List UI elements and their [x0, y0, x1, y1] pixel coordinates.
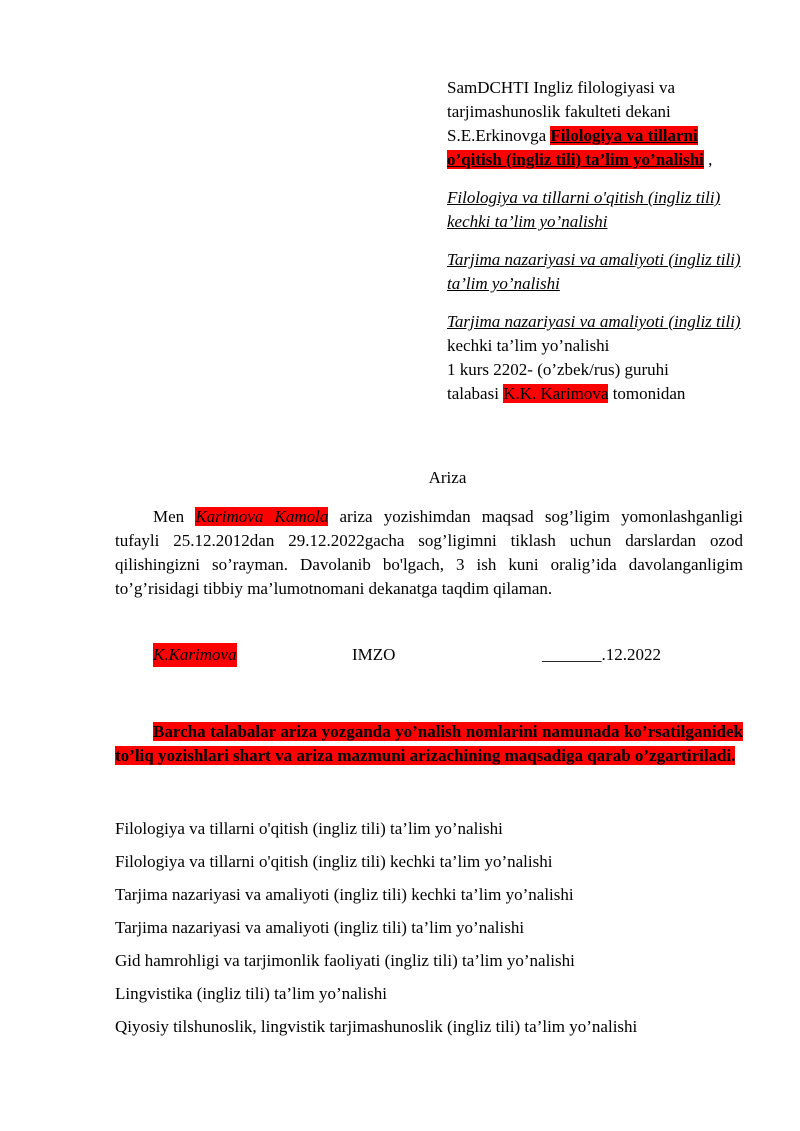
student-line: talabasi K.K. Karimova tomonidan — [447, 384, 686, 403]
list-item: Gid hamrohligi va tarjimonlik faoliyati (ingliz tili) ta’lim yo’nalishi — [115, 951, 575, 970]
address-line: SamDCHTI Ingliz filologiyasi va — [447, 78, 676, 97]
list-item: Filologiya va tillarni o'qitish (ingliz tili) kechki ta’lim yo’nalishi — [115, 852, 553, 871]
list-item: Qiyosiy tilshunoslik, lingvistik tarjimashunoslik (ingliz tili) ta’lim yo’nalishi — [115, 1017, 638, 1036]
applicant-name: Karimova Kamola — [195, 507, 329, 526]
instruction-note: Barcha talabalar ariza yozganda yo’nalish nomlarini namunada ko’rsatilganidek to’liq yozishlari shart va ariza mazmuni arizachining maqsadiga qarab o’zgartiriladi. — [115, 722, 743, 765]
list-item: Tarjima nazariyasi va amaliyoti (ingliz tili) ta’lim yo’nalishi — [115, 918, 525, 937]
program-list — [115, 817, 755, 1048]
signature-name: K.Karimova — [153, 643, 237, 667]
list-item: Lingvistika (ingliz tili) ta’lim yo’nalishi — [115, 984, 387, 1003]
document-title: Ariza — [428, 468, 467, 487]
group-line: 1 kurs 2202- (o’zbek/rus) guruhi — [447, 360, 669, 379]
address-block — [447, 76, 747, 406]
signature-date: _______.12.2022 — [542, 645, 661, 664]
program-option: Filologiya va tillarni o'qitish (ingliz tili) kechki ta’lim yo’nalishi — [447, 188, 721, 231]
address-line: tarjimashunoslik fakulteti dekani — [447, 102, 671, 121]
program-highlight: Filologiya va tillarni o’qitish (ingliz tili) ta’lim yo’nalishi — [447, 126, 704, 169]
application-body: Men Karimova Kamola ariza yozishimdan maqsad sog’ligim yomonlashganligi tufayli 25.12.2012dan 29.12.2022gacha sog’ligimni tiklash uchun darslardan ozod qilishingizni so’rayman. Davolanib bo'lgach, 3 ish kuni oralig’ida davolanganligim to’g’risidagi tibbiy ma’lumotnomani dekanatga taqdim qilaman. — [115, 507, 743, 598]
signature-label: IMZO — [352, 645, 396, 664]
student-name: K.K. Karimova — [503, 384, 609, 403]
list-item: Tarjima nazariyasi va amaliyoti (ingliz tili) kechki ta’lim yo’nalishi — [115, 885, 574, 904]
program-option: Tarjima nazariyasi va amaliyoti (ingliz tili) ta’lim yo’nalishi — [447, 250, 741, 293]
list-item: Filologiya va tillarni o'qitish (ingliz tili) ta’lim yo’nalishi — [115, 819, 503, 838]
address-line-recipient: S.E.Erkinovga Filologiya va tillarni o’qitish (ingliz tili) ta’lim yo’nalishi , — [447, 126, 713, 169]
program-option: Tarjima nazariyasi va amaliyoti (ingliz tili) kechki ta’lim yo’nalishi — [447, 312, 741, 355]
signature-row — [0, 643, 800, 667]
